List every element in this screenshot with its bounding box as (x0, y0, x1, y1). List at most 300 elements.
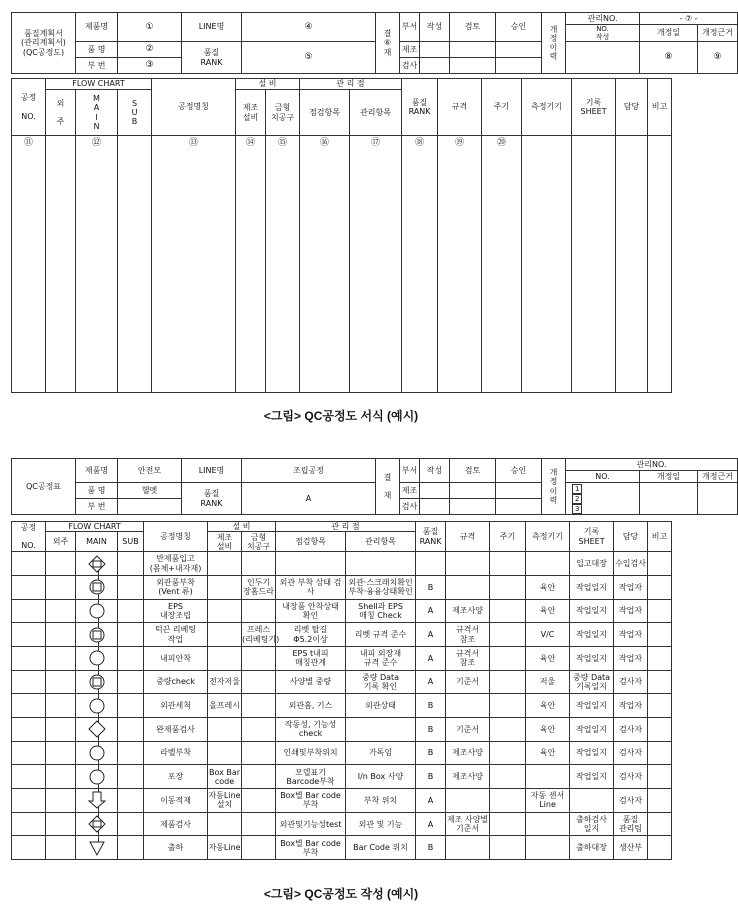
cell-owner: 검사자 (614, 741, 648, 765)
cell-check: Box별 Bar code 부착 (276, 789, 346, 813)
cell-mold (242, 599, 276, 623)
cell-spec: 규격서 참조 (446, 646, 490, 670)
outsource-cell (46, 765, 76, 789)
cell-owner: 품질 관리팀 (614, 812, 648, 836)
cell-equip: Box Bar code (208, 765, 242, 789)
cell-remark (648, 765, 672, 789)
cell-record: 출하검사 일지 (570, 812, 614, 836)
example-part-name-label: 품 명 (76, 483, 118, 499)
make-label: 제조 (400, 42, 420, 58)
example-main-label: MAIN (76, 532, 118, 552)
outsource-cell (46, 718, 76, 742)
example-line-label: LINE명 (182, 459, 242, 483)
cell-cycle (490, 718, 526, 742)
cell-name: 완제품검사 (144, 718, 208, 742)
outsource-cell (46, 575, 76, 599)
process-no-cell (12, 575, 46, 599)
circle-square-icon (87, 625, 107, 645)
cell-cycle (490, 552, 526, 576)
table-row (12, 599, 672, 623)
cell-record: 입고대장 (570, 552, 614, 576)
cell-control: Bar Code 위치 (346, 836, 416, 860)
cell-measure: 저울 (526, 670, 570, 694)
cell-owner: 작업자 (614, 599, 648, 623)
cell-owner: 작업자 (614, 575, 648, 599)
outsource-cell (46, 836, 76, 860)
cell-check: Box별 Bar code 부착 (276, 836, 346, 860)
sub-cell (118, 623, 144, 647)
cell-spec: 기준서 (446, 718, 490, 742)
example-header-table (11, 458, 738, 515)
marker-17: ⑰ (350, 136, 402, 393)
example-part-name-value: 헬멧 (118, 483, 182, 499)
example-make-label: 제조 (400, 483, 420, 499)
example-rev-basis-label: 개정근거 (698, 471, 738, 483)
cell-check: EPS t내피 매칭관계 (276, 646, 346, 670)
triangle-icon (87, 838, 107, 858)
flow-symbol-cell (76, 552, 118, 576)
cell-record: 출하대장 (570, 836, 614, 860)
example-product-name-label: 제품명 (76, 459, 118, 483)
cell-cycle (490, 765, 526, 789)
cell-measure (526, 836, 570, 860)
arrow-icon (87, 790, 107, 810)
cell-record: 작업일지 (570, 765, 614, 789)
table-row (12, 670, 672, 694)
table-row (12, 575, 672, 599)
sub-cell (118, 646, 144, 670)
marker-9: ⑨ (698, 42, 738, 74)
cell-spec: 제조 사양별 기준서 (446, 812, 490, 836)
circle-square-icon (87, 672, 107, 692)
example-measure-label: 측정기기 (526, 522, 570, 552)
cell-name: 반제품입고 (몸체+내자재) (144, 552, 208, 576)
example-product-name-value: 안전모 (118, 459, 182, 483)
marker-2: ② (118, 42, 182, 58)
example-quality-rank-col: 품질 RANK (416, 522, 446, 552)
cell-equip (208, 623, 242, 647)
cell-control (346, 552, 416, 576)
cell-spec: 기준서 (446, 670, 490, 694)
cell-cycle (490, 836, 526, 860)
example-record-label: 기록 SHEET (570, 522, 614, 552)
cell-mold (242, 836, 276, 860)
table-row (12, 741, 672, 765)
control-item-label: 관리항목 (350, 90, 402, 136)
cell-record: 작업일지 (570, 623, 614, 647)
cell-name: 외관품부착 (Vent 류) (144, 575, 208, 599)
cell-mold (242, 789, 276, 813)
part-name-label: 품 명 (76, 42, 118, 58)
cell-equip: 올프레시 (208, 694, 242, 718)
sub-cell (118, 789, 144, 813)
marker-13: ⑬ (152, 136, 236, 393)
cell-rank: A (416, 623, 446, 647)
flow-symbol-cell (76, 836, 118, 860)
cell-owner: 생산부 (614, 836, 648, 860)
cell-remark (648, 694, 672, 718)
cell-record: 작업일지 (570, 575, 614, 599)
cell-remark (648, 623, 672, 647)
inspect-label: 검사 (400, 58, 420, 74)
cell-rank: A (416, 789, 446, 813)
marker-16: ⑯ (300, 136, 350, 393)
process-no-cell (12, 552, 46, 576)
example-no-label: NO. (566, 471, 640, 483)
cell-owner: 작업자 (614, 623, 648, 647)
cell-measure: 자동 센서 Line (526, 789, 570, 813)
flow-symbol-cell (76, 741, 118, 765)
check-item-label: 점검항목 (300, 90, 350, 136)
flow-symbol-cell (76, 812, 118, 836)
outsource-cell (46, 741, 76, 765)
example-mfg-equip-label: 제조 설비 (208, 532, 242, 552)
cell-measure (526, 552, 570, 576)
example-body-table (11, 521, 672, 860)
cell-remark (648, 646, 672, 670)
control-point-label: 관 리 점 (300, 79, 402, 90)
process-no-cell (12, 812, 46, 836)
cell-owner: 검사자 (614, 670, 648, 694)
form-header-table (11, 12, 738, 74)
cell-owner: 검사자 (614, 718, 648, 742)
cell-remark (648, 599, 672, 623)
caption-form-template: <그림> QC공정도 서식 (예시) (263, 409, 419, 423)
marker-14: ⑭ (236, 136, 266, 393)
marker-12: ⑫ (76, 136, 118, 393)
cell-spec: 규격서 참조 (446, 623, 490, 647)
cell-control: 외관 및 기능 (346, 812, 416, 836)
cell-control: 리벳 규격 준수 (346, 623, 416, 647)
review-label: 검토 (450, 13, 496, 42)
cell-cycle (490, 741, 526, 765)
cell-name: 포장 (144, 765, 208, 789)
sub-cell (118, 741, 144, 765)
process-no-cell (12, 718, 46, 742)
cell-owner: 검사자 (614, 765, 648, 789)
example-equipment-label: 설 비 (208, 522, 276, 532)
table-row (12, 718, 672, 742)
process-name-label: 공정명칭 (152, 79, 236, 136)
mgmt-no-value: - ⑦ - (640, 13, 738, 25)
example-control-point-label: 관 리 점 (276, 522, 416, 532)
cell-check: 외관홈, 기스 (276, 694, 346, 718)
cell-measure: 육안 (526, 575, 570, 599)
quality-rank-col: 품질 RANK (402, 79, 438, 136)
sub-cell (118, 552, 144, 576)
process-no-cell (12, 599, 46, 623)
marker-1: ① (118, 13, 182, 42)
cell-mold (242, 646, 276, 670)
example-write-label: 작성 (420, 459, 450, 483)
example-rev-nos: 1 2 3 (566, 483, 640, 515)
cell-measure (526, 812, 570, 836)
marker-4: ④ (242, 13, 376, 42)
cell-check: 인쇄및부착위치 (276, 741, 346, 765)
example-line-value: 조립공정 (242, 459, 376, 483)
cell-check: 내장품 안착상태 확인 (276, 599, 346, 623)
cell-measure: V/C (526, 623, 570, 647)
owner-label: 담당 (616, 79, 648, 136)
cell-control: 중량 Data 기록 확인 (346, 670, 416, 694)
quality-rank-label: 품질 RANK (182, 42, 242, 74)
cell-control: 내피 외장재 규격 준수 (346, 646, 416, 670)
cell-remark (648, 575, 672, 599)
mgmt-no-label: 관리NO. (566, 13, 640, 25)
cell-name: 중량check (144, 670, 208, 694)
example-process-name-label: 공정명칭 (144, 522, 208, 552)
example-outsource-label: 외주 (46, 532, 76, 552)
table-row (12, 623, 672, 647)
marker-20: ⑳ (482, 136, 522, 393)
cell-check: 리벳 탈길 Φ5.2이상 (276, 623, 346, 647)
cell-owner: 검사자 (614, 789, 648, 813)
cell-record: 작업일지 (570, 741, 614, 765)
cell-name: 라벨부착 (144, 741, 208, 765)
cell-mold: 인두기 장홈드라 (242, 575, 276, 599)
cell-equip (208, 812, 242, 836)
cell-check (276, 552, 346, 576)
cell-mold (242, 552, 276, 576)
marker-8: ⑧ (640, 42, 698, 74)
circle-icon (87, 767, 107, 787)
cycle-label: 주기 (482, 79, 522, 136)
cell-remark (648, 552, 672, 576)
cell-measure: 육안 (526, 599, 570, 623)
circle-icon (87, 601, 107, 621)
cell-spec: 제조사양 (446, 741, 490, 765)
product-name-label: 제품명 (76, 13, 118, 42)
cell-owner: 수입검사 (614, 552, 648, 576)
cell-rank: B (416, 765, 446, 789)
cell-name: 외관세척 (144, 694, 208, 718)
diamond-square-icon (87, 814, 107, 834)
example-dept-label: 부서 (400, 459, 420, 483)
revision-label: 개 정 이 력 (542, 13, 566, 74)
cell-control: I/n Box 사양 (346, 765, 416, 789)
sub-cell (118, 765, 144, 789)
write-label: 작성 (420, 13, 450, 42)
example-rows (12, 552, 672, 860)
outsource-cell (46, 646, 76, 670)
cell-mold (242, 741, 276, 765)
outsource-cell (46, 670, 76, 694)
cell-control: 가독임 (346, 741, 416, 765)
diamond-icon (87, 719, 107, 739)
circle-icon (87, 648, 107, 668)
remark-label: 비고 (648, 79, 672, 136)
flow-symbol-cell (76, 670, 118, 694)
example-quality-rank-value: A (242, 483, 376, 515)
table-row (12, 812, 672, 836)
cell-spec (446, 552, 490, 576)
sub-cell (118, 812, 144, 836)
cell-measure: 육안 (526, 718, 570, 742)
cell-record: 중량 Data 기록일지 (570, 670, 614, 694)
cell-cycle (490, 789, 526, 813)
measure-label: 측정기기 (522, 79, 572, 136)
mfg-equip-label: 제조 설비 (236, 90, 266, 136)
outsource-cell (46, 623, 76, 647)
sub-cell (118, 718, 144, 742)
marker-18: ⑱ (402, 136, 438, 393)
cell-name: 턱끈 리베팅 작업 (144, 623, 208, 647)
flow-symbol-cell (76, 694, 118, 718)
cell-name: 출하 (144, 836, 208, 860)
rev-basis-label: 개정근거 (698, 25, 738, 42)
cell-equip (208, 552, 242, 576)
cell-cycle (490, 694, 526, 718)
cell-equip (208, 575, 242, 599)
example-rev-date-label: 개정일 (640, 471, 698, 483)
approval-label: 결 ⑥ 재 (376, 13, 400, 74)
cell-rank: A (416, 812, 446, 836)
cell-control (346, 718, 416, 742)
table-row (12, 789, 672, 813)
table-row (12, 646, 672, 670)
cell-measure: 육안 (526, 741, 570, 765)
cell-check: 사양별 중량 (276, 670, 346, 694)
cell-control: 외관상태 (346, 694, 416, 718)
mold-label: 금형 치공구 (266, 90, 300, 136)
example-owner-label: 담당 (614, 522, 648, 552)
no-write-cell: NO. 작성 (566, 25, 640, 42)
cell-rank: B (416, 718, 446, 742)
process-no-cell (12, 789, 46, 813)
outsource-cell (46, 599, 76, 623)
flow-symbol-cell (76, 623, 118, 647)
example-flow-chart-label: FLOW CHART (46, 522, 144, 532)
example-review-label: 검토 (450, 459, 496, 483)
approve-label: 승인 (496, 13, 542, 42)
example-remark-label: 비고 (648, 522, 672, 552)
form-body-table (11, 78, 672, 393)
cell-record: 작업일지 (570, 646, 614, 670)
rev-date-label: 개정일 (640, 25, 698, 42)
cell-equip (208, 646, 242, 670)
cell-record (570, 789, 614, 813)
cell-record: 작업일지 (570, 718, 614, 742)
cell-record: 작업일지 (570, 694, 614, 718)
cell-rank: A (416, 670, 446, 694)
cell-equip: 자동Line 설치 (208, 789, 242, 813)
cell-spec (446, 836, 490, 860)
diamond-square-icon (87, 554, 107, 574)
cell-remark (648, 718, 672, 742)
cell-equip (208, 741, 242, 765)
example-control-item-label: 관리항목 (346, 532, 416, 552)
cell-remark (648, 670, 672, 694)
cell-record: 작업일지 (570, 599, 614, 623)
cell-spec (446, 789, 490, 813)
cell-name: 내피안착 (144, 646, 208, 670)
cell-remark (648, 789, 672, 813)
process-no-cell (12, 670, 46, 694)
example-spec-label: 규격 (446, 522, 490, 552)
cell-name: 제품검사 (144, 812, 208, 836)
process-no-label: 공정 NO. (12, 79, 46, 136)
cell-rank: A (416, 599, 446, 623)
example-approval-label: 결 재 (376, 459, 400, 515)
process-no-cell (12, 836, 46, 860)
outsource-cell (46, 552, 76, 576)
flow-symbol-cell (76, 646, 118, 670)
table-row (12, 836, 672, 860)
outsource-cell (46, 812, 76, 836)
cell-owner: 작업자 (614, 646, 648, 670)
cell-cycle (490, 623, 526, 647)
cell-check: 모델표기 Barcode부착 (276, 765, 346, 789)
flow-symbol-cell (76, 789, 118, 813)
marker-19: ⑲ (438, 136, 482, 393)
cell-remark (648, 812, 672, 836)
example-approve-label: 승인 (496, 459, 542, 483)
record-label: 기록 SHEET (572, 79, 616, 136)
marker-15: ⑮ (266, 136, 300, 393)
process-no-cell (12, 646, 46, 670)
process-no-cell (12, 694, 46, 718)
marker-5: ⑤ (242, 42, 376, 74)
flow-symbol-cell (76, 575, 118, 599)
process-no-cell (12, 741, 46, 765)
example-sub-label: SUB (118, 532, 144, 552)
cell-cycle (490, 646, 526, 670)
cell-control: 부착 위치 (346, 789, 416, 813)
spec-label: 규격 (438, 79, 482, 136)
cell-owner: 작업자 (614, 694, 648, 718)
process-no-cell (12, 765, 46, 789)
sub-cell (118, 670, 144, 694)
process-no-cell (12, 623, 46, 647)
sub-cell (118, 599, 144, 623)
marker-11: ⑪ (12, 136, 46, 393)
cell-spec: 제조사양 (446, 765, 490, 789)
outsource-label: 외 주 (46, 90, 76, 136)
outsource-cell (46, 694, 76, 718)
table-row (12, 765, 672, 789)
example-cycle-label: 주기 (490, 522, 526, 552)
cell-equip (208, 599, 242, 623)
cell-mold (242, 765, 276, 789)
example-mold-label: 금형 치공구 (242, 532, 276, 552)
cell-remark (648, 836, 672, 860)
sub-cell (118, 575, 144, 599)
example-doc-title: QC공정표 (12, 459, 76, 515)
cell-rank: A (416, 646, 446, 670)
marker-3: ③ (118, 58, 182, 74)
example-part-no-label: 부 번 (76, 499, 118, 515)
cell-mold (242, 670, 276, 694)
part-no-label: 부 번 (76, 58, 118, 74)
table-row (12, 552, 672, 576)
doc-title: 품질계획서 (관리계획서) (QC공정도) (12, 13, 76, 74)
cell-spec (446, 694, 490, 718)
cell-check: 외관 부착 상태 검 사 (276, 575, 346, 599)
dept-label: 부서 (400, 13, 420, 42)
circle-icon (87, 743, 107, 763)
sub-cell (118, 694, 144, 718)
circle-icon (87, 696, 107, 716)
cell-rank: B (416, 741, 446, 765)
example-revision-label: 개 정 이 력 (542, 459, 566, 515)
sub-label: S U B (118, 90, 152, 136)
example-check-item-label: 점검항목 (276, 532, 346, 552)
cell-mold: 프레스 (리베팅기) (242, 623, 276, 647)
main-label: M A I N (76, 90, 118, 136)
cell-measure (526, 765, 570, 789)
example-inspect-label: 검사 (400, 499, 420, 515)
flow-symbol-cell (76, 599, 118, 623)
